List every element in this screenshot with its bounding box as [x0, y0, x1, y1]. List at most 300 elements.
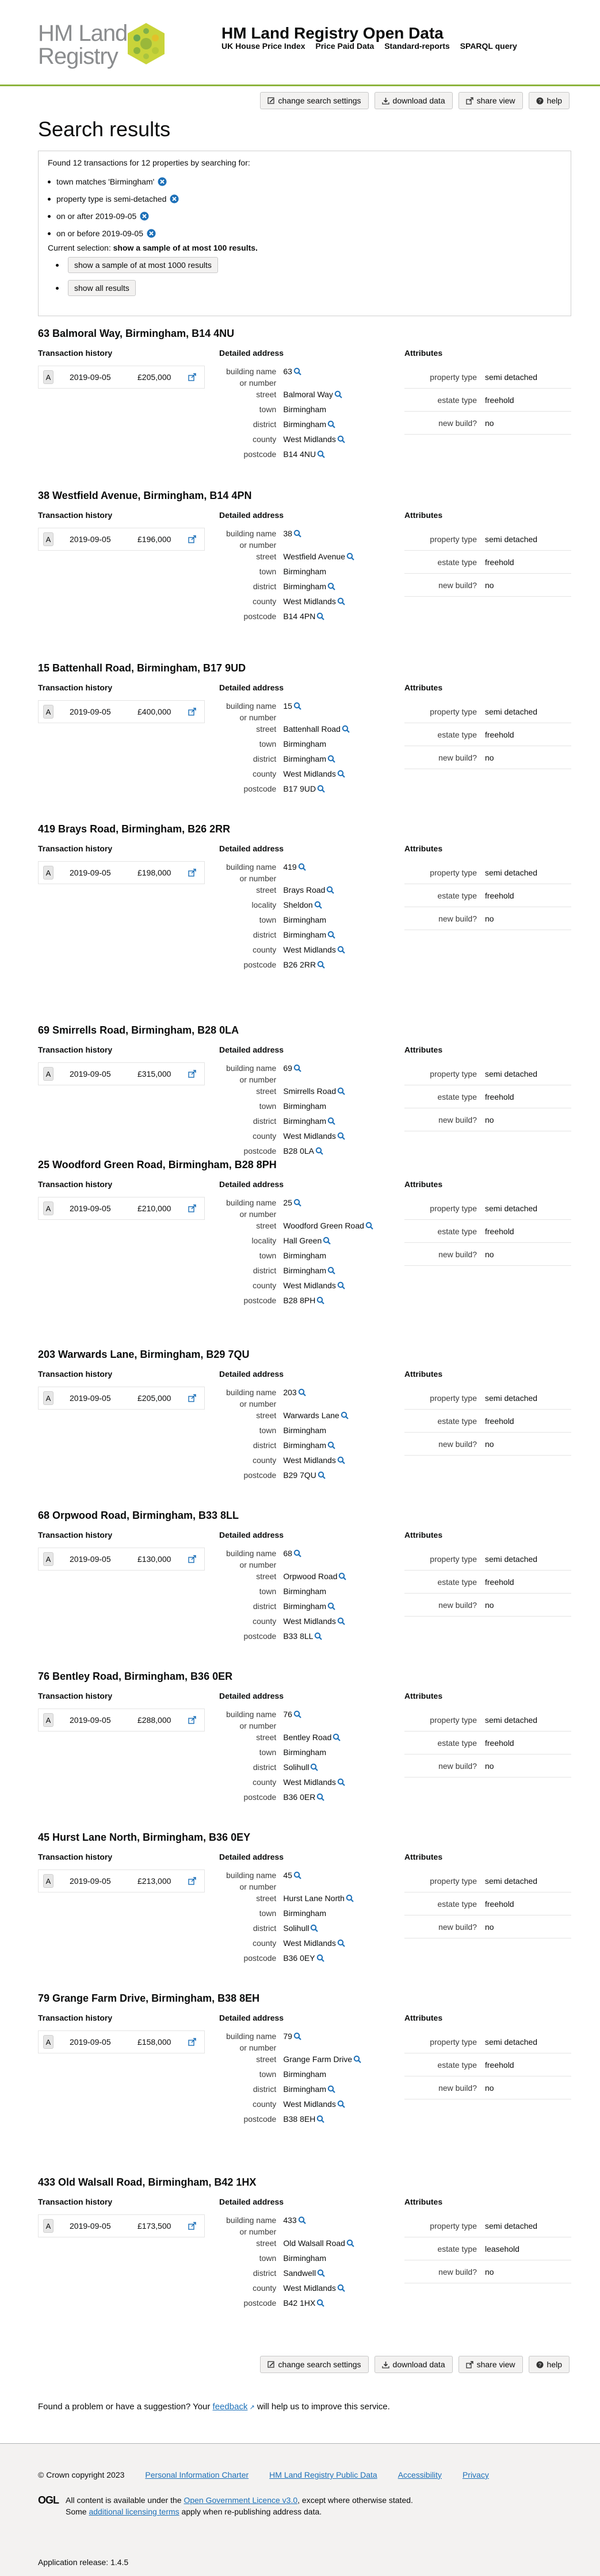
transaction-date: 2019-09-05 [70, 535, 111, 544]
external-link-icon[interactable] [188, 708, 196, 716]
search-icon[interactable] [342, 725, 350, 733]
address-label: locality [251, 1236, 277, 1245]
transaction-history-heading: Transaction history [38, 1852, 113, 1861]
search-icon[interactable] [293, 1871, 301, 1879]
address-value[interactable]: West Midlands [283, 945, 336, 954]
address-row-street [219, 1410, 392, 1425]
address-value[interactable]: Warwards Lane [283, 1411, 339, 1420]
search-icon[interactable] [346, 2239, 354, 2247]
estate-type-value: leasehold [485, 2244, 519, 2253]
address-row-county [219, 1615, 392, 1630]
top-toolbar [260, 92, 570, 109]
address-value[interactable]: B28 8PH [283, 1296, 316, 1305]
address-row-county [219, 2282, 392, 2297]
estate-type-value: freehold [485, 1416, 514, 1426]
search-icon[interactable] [317, 2269, 325, 2277]
address-label: town [259, 915, 277, 924]
address-value[interactable]: Old Walsall Road [283, 2239, 345, 2248]
address-value[interactable]: Hall Green [283, 1236, 322, 1245]
address-value[interactable]: Battenhall Road [283, 724, 341, 734]
estate-type-value: freehold [485, 1899, 514, 1909]
ogl-licence-link[interactable]: Open Government Licence v3.0 [184, 2496, 298, 2505]
pencil-icon [267, 2361, 275, 2368]
search-icon[interactable] [293, 1549, 301, 1557]
address-row-district [219, 581, 392, 596]
address-value[interactable]: 15 [283, 701, 292, 711]
address-value[interactable]: B14 4NU [283, 450, 316, 459]
search-icon[interactable] [298, 863, 306, 871]
pencil-icon [267, 97, 275, 105]
search-icon[interactable] [337, 435, 345, 443]
share-view-button[interactable] [458, 92, 523, 109]
address-value[interactable]: B28 0LA [283, 1146, 315, 1155]
address-value[interactable]: West Midlands [283, 1617, 336, 1626]
change-search-settings-label: change search settings [278, 2360, 361, 2369]
search-icon[interactable] [316, 612, 324, 620]
transaction-history-heading: Transaction history [38, 683, 113, 692]
search-icon[interactable] [293, 702, 301, 710]
address-row-county [219, 1130, 392, 1145]
address-value[interactable]: Smirrells Road [283, 1087, 337, 1096]
search-icon[interactable] [293, 529, 301, 538]
property-title: 419 Brays Road, Birmingham, B26 2RR [38, 823, 231, 835]
nav-standard-reports[interactable]: Standard-reports [384, 41, 450, 51]
address-value[interactable]: B14 4PN [283, 612, 316, 621]
attributes: property type semi detached estate type freehold new build? no [404, 1387, 571, 1456]
search-icon[interactable] [298, 1388, 306, 1396]
search-icon[interactable] [337, 1456, 345, 1464]
attributes: property type semi detached estate type freehold new build? no [404, 366, 571, 435]
external-link-icon[interactable] [188, 1070, 196, 1078]
help-icon [536, 2361, 544, 2368]
address-value[interactable]: Birmingham [283, 582, 327, 591]
estate-type-value: freehold [485, 1577, 514, 1587]
address-label: street [256, 1411, 277, 1420]
transaction-row [38, 700, 205, 723]
search-icon[interactable] [317, 785, 325, 793]
property-result [38, 1159, 571, 1305]
site-title[interactable]: HM Land Registry Open Data [221, 24, 444, 42]
address-label: locality [251, 900, 277, 909]
sample-1000-button[interactable]: show a sample of at most 1000 results [68, 257, 218, 273]
address-value[interactable]: Grange Farm Drive [283, 2055, 353, 2064]
address-value[interactable]: West Midlands [283, 1778, 336, 1787]
address-value[interactable]: B17 9UD [283, 784, 316, 793]
search-icon[interactable] [316, 1954, 324, 1962]
transaction-price: £288,000 [137, 1715, 171, 1725]
address-row-county [219, 944, 392, 959]
address-label: postcode [243, 1792, 277, 1802]
hm-land-registry-logo[interactable] [38, 22, 211, 68]
address-row-building [219, 1709, 392, 1732]
address-value[interactable]: West Midlands [283, 2283, 336, 2293]
footer-copyright: © Crown copyright 2023 [38, 2470, 125, 2479]
transaction-date: 2019-09-05 [70, 1204, 111, 1213]
search-icon[interactable] [293, 1199, 301, 1207]
address-value[interactable]: Westfield Avenue [283, 552, 345, 561]
help-button[interactable] [529, 2356, 570, 2373]
additional-licensing-terms-link[interactable]: additional licensing terms [89, 2507, 179, 2516]
estate-type-value: freehold [485, 557, 514, 567]
attributes-heading: Attributes [404, 510, 443, 520]
address-row-postcode [219, 2297, 392, 2312]
address-label: district [253, 1924, 277, 1933]
search-icon[interactable] [337, 1617, 345, 1625]
transaction-history-heading: Transaction history [38, 1369, 113, 1379]
property-type-value: semi detached [485, 1203, 538, 1213]
download-icon [382, 2361, 389, 2368]
address-value[interactable]: Birmingham [283, 1441, 327, 1450]
search-icon[interactable] [333, 1733, 341, 1741]
search-icon[interactable] [327, 1602, 335, 1610]
estate-type-value: freehold [485, 730, 514, 739]
transaction-price: £198,000 [137, 868, 171, 877]
remove-criterion-icon[interactable] [147, 229, 156, 238]
address-value[interactable]: B36 0ER [283, 1792, 316, 1802]
address-row-street [219, 1571, 392, 1585]
search-icon[interactable] [326, 886, 334, 894]
search-icon[interactable] [337, 1778, 345, 1786]
search-icon[interactable] [327, 1441, 335, 1449]
detailed-address-heading: Detailed address [219, 348, 284, 358]
share-icon [466, 97, 473, 105]
search-icon[interactable] [327, 2085, 335, 2093]
attributes-heading: Attributes [404, 1691, 443, 1700]
address-label: building name or number [226, 367, 277, 387]
attributes-heading: Attributes [404, 683, 443, 692]
address-value[interactable]: Bentley Road [283, 1733, 332, 1742]
download-data-button[interactable] [374, 92, 453, 109]
address-row-street [219, 1732, 392, 1746]
nav-sparql-query[interactable]: SPARQL query [460, 41, 517, 51]
search-icon[interactable] [315, 1147, 323, 1155]
search-icon[interactable] [341, 1411, 349, 1419]
property-type-value: semi detached [485, 1715, 538, 1725]
address-row-town [219, 566, 392, 581]
search-icon[interactable] [327, 931, 335, 939]
attributes: property type semi detached estate type freehold new build? no [404, 528, 571, 597]
feedback-link[interactable]: feedback [212, 2402, 248, 2412]
external-link-icon[interactable] [188, 1555, 196, 1563]
search-icon[interactable] [337, 1281, 345, 1289]
search-icon[interactable] [337, 946, 345, 954]
external-link-icon[interactable] [188, 1204, 196, 1212]
address-value[interactable]: 45 [283, 1871, 292, 1880]
address-value[interactable]: Solihull [283, 1763, 309, 1772]
address-row-postcode [219, 1630, 392, 1645]
address-value[interactable]: 63 [283, 367, 292, 376]
address-value[interactable]: Birmingham [283, 1602, 327, 1611]
transaction-history-heading: Transaction history [38, 844, 113, 853]
external-link-icon[interactable] [188, 1716, 196, 1724]
address-value[interactable]: B42 1HX [283, 2298, 316, 2308]
transaction-price: £196,000 [137, 535, 171, 544]
address-value[interactable]: B29 7QU [283, 1471, 316, 1480]
feedback-message: Found a problem or have a suggestion? Your feedback ↗ will help us to improve this service. [38, 2402, 390, 2412]
new-build-value: no [485, 1249, 494, 1259]
address-value: Birmingham [283, 1909, 327, 1918]
search-icon[interactable] [310, 1924, 318, 1932]
address-label: building name or number [226, 862, 277, 883]
search-icon[interactable] [337, 597, 345, 605]
search-icon[interactable] [293, 367, 301, 375]
address-row-postcode [219, 1145, 392, 1160]
address-value[interactable]: West Midlands [283, 1131, 336, 1141]
address-label: postcode [243, 1953, 277, 1963]
download-data-button[interactable] [374, 2356, 453, 2373]
external-link-icon[interactable] [188, 2222, 196, 2230]
address-value[interactable]: 38 [283, 529, 292, 538]
search-icon[interactable] [337, 770, 345, 778]
address-label: postcode [243, 784, 277, 793]
estate-type-value: freehold [485, 395, 514, 405]
search-icon[interactable] [310, 1763, 318, 1771]
current-selection: Current selection: show a sample of at most 100 results. [48, 243, 258, 252]
address-label: town [259, 2070, 277, 2079]
address-value[interactable]: 25 [283, 1198, 292, 1207]
nav-price-paid-data[interactable]: Price Paid Data [315, 41, 374, 51]
search-icon[interactable] [317, 961, 325, 969]
address-value[interactable]: B33 8LL [283, 1631, 314, 1641]
detailed-address [219, 1387, 392, 1484]
search-icon[interactable] [327, 1117, 335, 1125]
address-value[interactable]: 203 [283, 1388, 297, 1397]
search-icon[interactable] [323, 1237, 331, 1245]
address-value[interactable]: Birmingham [283, 930, 327, 939]
transaction-date: 2019-09-05 [70, 1393, 111, 1403]
address-value[interactable]: Birmingham [283, 2084, 327, 2094]
remove-criterion-icon[interactable] [140, 212, 149, 221]
address-row-street [219, 884, 392, 899]
address-row-county [219, 433, 392, 448]
address-label: district [253, 1602, 277, 1611]
footer-link-accessibility[interactable]: Accessibility [398, 2470, 442, 2479]
footer-links [38, 2470, 489, 2479]
address-value[interactable]: Birmingham [283, 1116, 327, 1126]
address-label: county [253, 769, 277, 778]
page-title: Search results [38, 117, 171, 141]
external-link-icon[interactable] [188, 1394, 196, 1402]
transaction-price: £205,000 [137, 373, 171, 382]
transaction-date: 2019-09-05 [70, 2037, 111, 2047]
transaction-category-badge: A [43, 1067, 53, 1081]
address-row-town [219, 1585, 392, 1600]
address-value[interactable]: Woodford Green Road [283, 1221, 364, 1230]
change-search-settings-button[interactable] [260, 92, 369, 109]
address-row-county [219, 768, 392, 783]
external-link-icon[interactable] [188, 535, 196, 543]
transaction-price: £210,000 [137, 1204, 171, 1213]
address-row-district [219, 753, 392, 768]
address-value[interactable]: B26 2RR [283, 960, 316, 969]
address-value[interactable]: 69 [283, 1064, 292, 1073]
search-icon[interactable] [293, 1064, 301, 1072]
search-icon[interactable] [317, 450, 325, 458]
address-label: town [259, 1909, 277, 1918]
search-icon[interactable] [316, 1793, 324, 1801]
address-value[interactable]: Orpwood Road [283, 1572, 338, 1581]
external-link-icon[interactable] [188, 869, 196, 877]
search-icon[interactable] [337, 2284, 345, 2292]
search-icon[interactable] [298, 2216, 306, 2224]
address-value[interactable]: 419 [283, 862, 297, 872]
detailed-address [219, 528, 392, 625]
transaction-history-heading: Transaction history [38, 510, 113, 520]
address-row-street [219, 2237, 392, 2252]
site-header [0, 0, 600, 86]
address-row-street [219, 551, 392, 566]
search-icon[interactable] [327, 582, 335, 590]
address-label: street [256, 1221, 277, 1230]
address-value[interactable]: Sheldon [283, 900, 313, 909]
address-value: Birmingham [283, 915, 327, 924]
address-value[interactable]: B38 8EH [283, 2114, 316, 2124]
search-icon[interactable] [337, 2100, 345, 2108]
address-label: town [259, 567, 277, 576]
address-value[interactable]: Sandwell [283, 2268, 316, 2278]
search-icon[interactable] [314, 1632, 322, 1640]
address-value[interactable]: 79 [283, 2032, 292, 2041]
footer-link-public-data[interactable]: HM Land Registry Public Data [269, 2470, 377, 2479]
change-search-settings-button[interactable] [260, 2356, 369, 2373]
property-result [38, 1832, 571, 1963]
address-value: Birmingham [283, 739, 327, 748]
address-value[interactable]: 433 [283, 2216, 297, 2225]
address-row-district [219, 1265, 392, 1280]
address-value[interactable]: West Midlands [283, 1281, 336, 1290]
address-label: building name or number [226, 2216, 277, 2236]
property-result [38, 1993, 571, 2124]
address-value[interactable]: Birmingham [283, 1266, 327, 1275]
address-label: district [253, 754, 277, 763]
address-label: district [253, 420, 277, 429]
search-icon[interactable] [334, 390, 342, 398]
transaction-row [38, 1548, 205, 1571]
address-value[interactable]: 68 [283, 1549, 292, 1558]
svg-text:?: ? [538, 98, 541, 104]
address-label: county [253, 1281, 277, 1290]
address-label: building name or number [226, 1064, 277, 1084]
address-value: Birmingham [283, 1748, 327, 1757]
search-icon[interactable] [316, 1296, 324, 1304]
address-row-town [219, 404, 392, 419]
address-value[interactable]: West Midlands [283, 1456, 336, 1465]
address-row-postcode [219, 959, 392, 974]
remove-criterion-icon[interactable] [158, 177, 167, 186]
footer-link-privacy[interactable]: Privacy [462, 2470, 489, 2479]
external-link-icon: ↗ [247, 2404, 255, 2411]
estate-type-value: freehold [485, 1092, 514, 1101]
address-row-building [219, 1548, 392, 1571]
property-result [38, 1671, 571, 1802]
transaction-category-badge: A [43, 705, 53, 719]
external-link-icon[interactable] [188, 1877, 196, 1885]
address-label: postcode [243, 450, 277, 459]
new-build-value: no [485, 1600, 494, 1610]
attributes: property type semi detached estate type freehold new build? no [404, 1709, 571, 1778]
property-result [38, 662, 571, 793]
search-icon[interactable] [314, 901, 322, 909]
address-value[interactable]: Balmoral Way [283, 390, 333, 399]
site-nav [221, 41, 525, 51]
address-label: street [256, 2055, 277, 2064]
address-value[interactable]: West Midlands [283, 1938, 336, 1948]
address-value[interactable]: West Midlands [283, 769, 336, 778]
transaction-row [38, 1197, 205, 1220]
search-icon[interactable] [338, 1572, 346, 1580]
address-row-postcode [219, 1469, 392, 1484]
address-value[interactable]: Solihull [283, 1924, 309, 1933]
address-value[interactable]: West Midlands [283, 597, 336, 606]
address-label: building name or number [226, 529, 277, 550]
remove-criterion-icon[interactable] [170, 194, 179, 204]
address-row-street [219, 2053, 392, 2068]
search-icon[interactable] [316, 2299, 324, 2307]
address-label: town [259, 1251, 277, 1260]
attributes-heading: Attributes [404, 348, 443, 358]
share-view-button[interactable] [458, 2356, 523, 2373]
property-title: 25 Woodford Green Road, Birmingham, B28 8PH [38, 1159, 277, 1170]
search-icon[interactable] [346, 1894, 354, 1902]
external-link-icon[interactable] [188, 373, 196, 381]
property-type-value: semi detached [485, 2037, 538, 2047]
search-icon[interactable] [346, 552, 354, 560]
search-icon[interactable] [327, 1266, 335, 1274]
address-value[interactable]: West Midlands [283, 435, 336, 444]
external-link-icon[interactable] [188, 2038, 196, 2046]
search-icon[interactable] [337, 1132, 345, 1140]
attributes-heading: Attributes [404, 1852, 443, 1861]
svg-text:?: ? [538, 2362, 541, 2368]
address-value[interactable]: Birmingham [283, 420, 327, 429]
address-label: postcode [243, 1631, 277, 1641]
address-value[interactable]: Hurst Lane North [283, 1894, 345, 1903]
address-label: district [253, 2084, 277, 2094]
search-icon[interactable] [327, 755, 335, 763]
transaction-date: 2019-09-05 [70, 2221, 111, 2231]
transaction-row [38, 2214, 205, 2237]
property-title: 69 Smirrells Road, Birmingham, B28 0LA [38, 1024, 239, 1036]
search-icon[interactable] [353, 2055, 361, 2063]
new-build-value: no [485, 1761, 494, 1771]
attributes: property type semi detached estate type freehold new build? no [404, 2030, 571, 2099]
transaction-category-badge: A [43, 1552, 53, 1566]
address-value[interactable]: Birmingham [283, 754, 327, 763]
address-value[interactable]: B36 0EY [283, 1953, 315, 1963]
search-icon[interactable] [327, 420, 335, 428]
address-label: street [256, 1572, 277, 1581]
search-icon[interactable] [337, 1087, 345, 1095]
search-icon[interactable] [318, 1471, 326, 1479]
address-value[interactable]: 76 [283, 1710, 292, 1719]
nav-uk-house-price-index[interactable]: UK House Price Index [221, 41, 305, 51]
search-icon[interactable] [293, 2032, 301, 2040]
show-all-results-button[interactable]: show all results [68, 280, 136, 296]
logo-line-2: Registry [38, 44, 118, 69]
detailed-address-heading: Detailed address [219, 1852, 284, 1861]
transaction-date: 2019-09-05 [70, 707, 111, 716]
address-label: street [256, 1733, 277, 1742]
help-icon [536, 97, 544, 105]
search-icon[interactable] [316, 2115, 324, 2123]
footer-link-personal-information-charter[interactable]: Personal Information Charter [145, 2470, 249, 2479]
help-button[interactable] [529, 92, 570, 109]
search-icon[interactable] [337, 1939, 345, 1947]
search-icon[interactable] [365, 1222, 373, 1230]
search-icon[interactable] [293, 1710, 301, 1718]
address-value[interactable]: West Midlands [283, 2099, 336, 2109]
address-value[interactable]: Brays Road [283, 885, 326, 895]
